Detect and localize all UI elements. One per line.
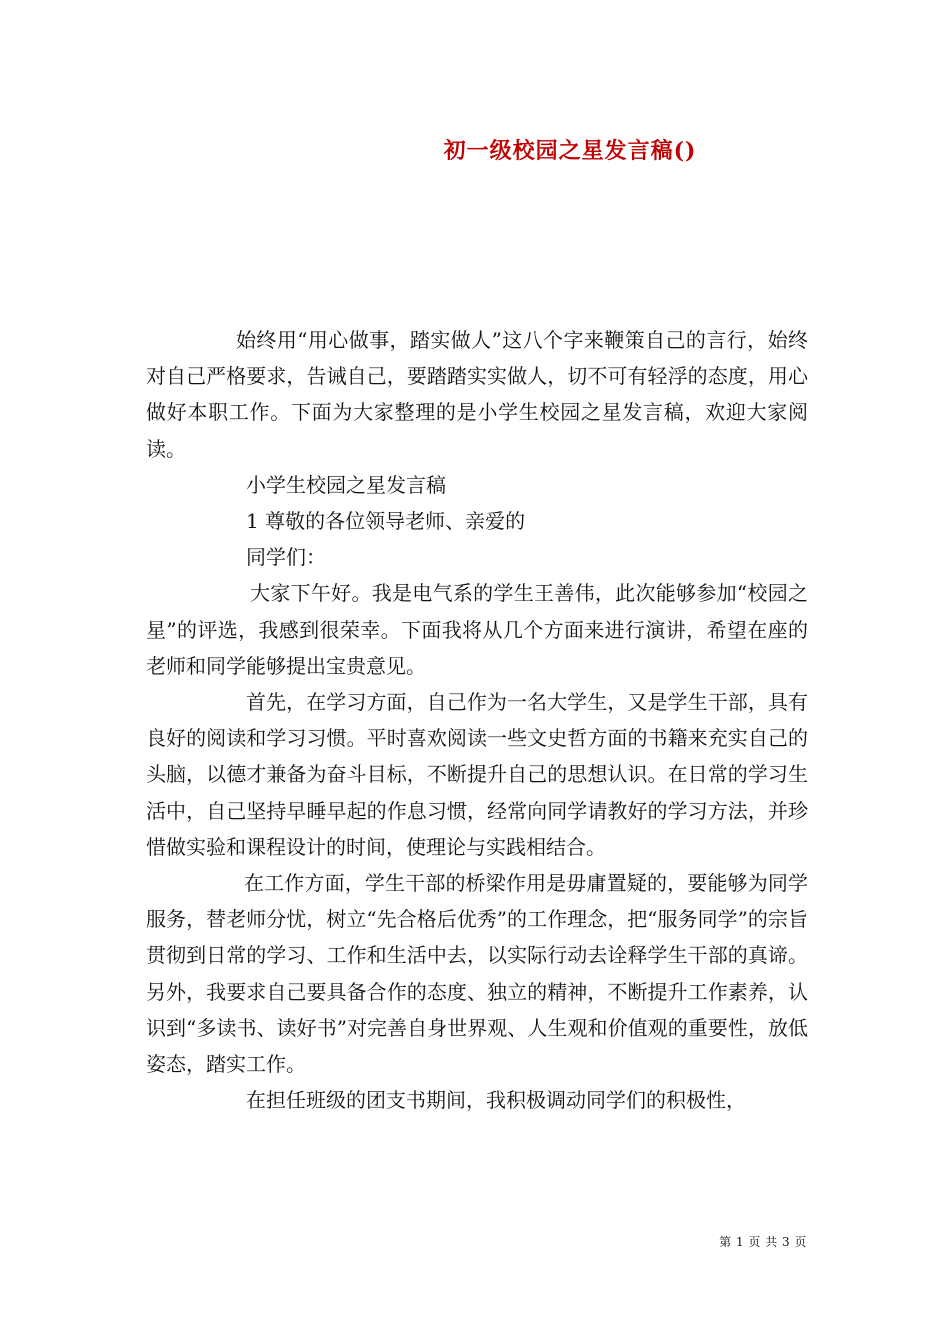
work-paragraph: 在工作方面，学生干部的桥梁作用是毋庸置疑的，要能够为同学服务，替老师分忧，树立“先合格后优秀”的工作理念，把“服务同学”的宗旨贯彻到日常的学习、工作和生活中去，以实际行动去诠释学生干部的真谛。另外，我要求自己要具备合作的态度、独立的精神，不断提升工作素养，认识到“多读书、读好书”对完善自身世界观、人生观和价值观的重要性，放低姿态，踏实工作。 [146, 871, 808, 1077]
document-body [146, 322, 808, 1118]
salutation-line: 1 尊敬的各位领导老师、亲爱的 [246, 509, 526, 534]
intro-paragraph: 始终用“用心做事，踏实做人”这八个字来鞭策自己的言行，始终对自己严格要求，告诫自己，要踏踏实实做人，切不可有轻浮的态度，用心做好本职工作。下面为大家整理的是小学生校园之星发言稿，欢迎大家阅读。 [146, 328, 808, 461]
page-number-footer: 第 1 页 共 3 页 [719, 1235, 807, 1249]
salutation-line: 同学们： [246, 545, 326, 570]
speech-heading: 小学生校园之星发言稿 [246, 472, 446, 497]
document-title: 初一级校园之星发言稿() [443, 138, 697, 164]
league-paragraph: 在担任班级的团支书期间，我积极调动同学们的积极性， [246, 1088, 746, 1113]
greeting-paragraph: 大家下午好。我是电气系的学生王善伟，此次能够参加“校园之星”的评选，我感到很荣幸。下面我将从几个方面来进行演讲，希望在座的老师和同学能够提出宝贵意见。 [146, 581, 808, 678]
study-paragraph: 首先，在学习方面，自己作为一名大学生，又是学生干部，具有良好的阅读和学习习惯。平时喜欢阅读一些文史哲方面的书籍来充实自己的头脑，以德才兼备为奋斗目标，不断提升自己的思想认识。在日常的学习生活中，自己坚持早睡早起的作息习惯，经常向同学请教好的学习方法，并珍惜做实验和课程设计的时间，使理论与实践相结合。 [146, 690, 808, 859]
